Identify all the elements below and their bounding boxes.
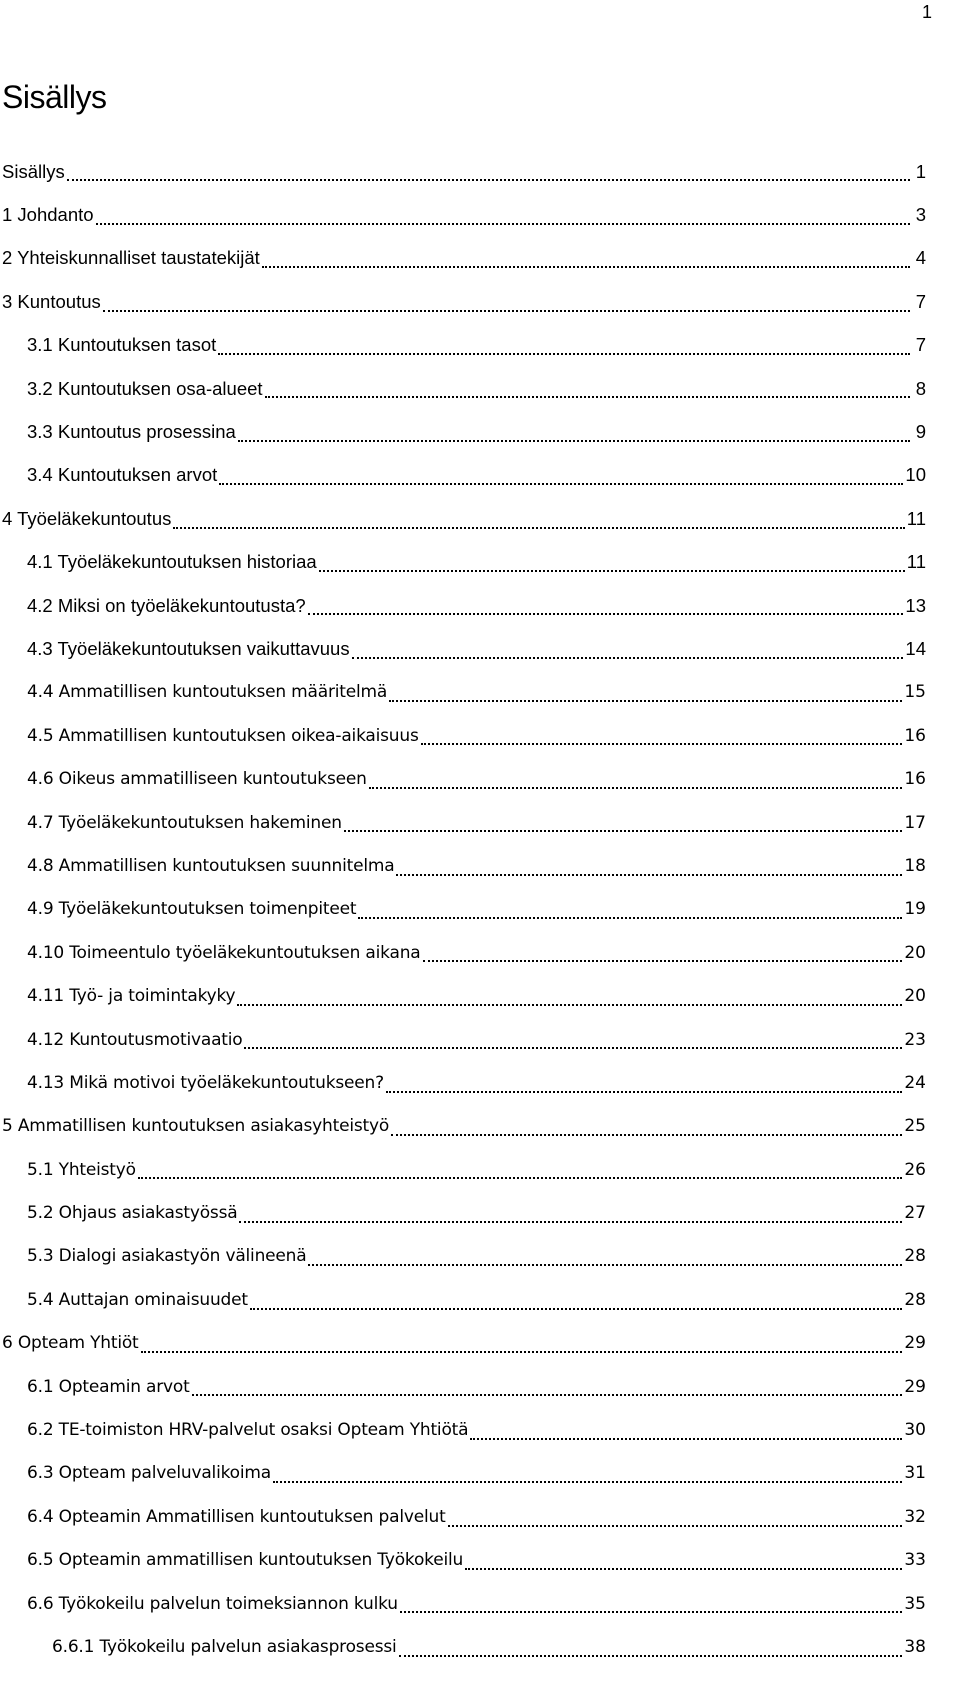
toc-entry[interactable] [0, 974, 926, 1017]
toc-entry[interactable] [0, 1105, 926, 1148]
toc-entry-title[interactable]: 6.4 Opteamin Ammatillisen kuntoutuksen palvelut [27, 1506, 446, 1527]
toc-entry-page: 7 [915, 334, 926, 356]
dot-leader [218, 353, 910, 355]
toc-entry[interactable] [0, 801, 926, 844]
toc-entry-page: 35 [904, 1593, 926, 1614]
dot-leader [421, 743, 903, 745]
toc-entry[interactable] [0, 1191, 926, 1234]
toc-entry-title[interactable]: 4.3 Työeläkekuntoutuksen vaikuttavuus [27, 637, 350, 659]
toc-entry-page: 28 [904, 1246, 926, 1267]
toc-entry[interactable] [0, 757, 926, 800]
dot-leader [265, 396, 910, 398]
toc-entry-title[interactable]: 3.4 Kuntoutuksen arvot [27, 464, 218, 486]
toc-entry[interactable] [0, 1452, 926, 1495]
toc-entry-title[interactable]: 6.1 Opteamin arvot [27, 1376, 190, 1397]
toc-entry[interactable] [0, 280, 926, 323]
toc-entry-title[interactable]: 5.2 Ohjaus asiakastyössä [27, 1203, 238, 1224]
toc-entry-page: 17 [904, 812, 926, 833]
toc-entry-title[interactable]: 2 Yhteiskunnalliset taustatekijät [2, 247, 260, 269]
dot-leader [239, 1221, 902, 1223]
toc-entry-title[interactable]: 4.4 Ammatillisen kuntoutuksen määritelmä [27, 682, 388, 703]
toc-entry-page: 30 [904, 1420, 926, 1441]
toc-entry-page: 19 [904, 899, 926, 920]
toc-entry[interactable] [0, 237, 926, 280]
toc-entry-title[interactable]: 4.9 Työeläkekuntoutuksen toimenpiteet [27, 899, 357, 920]
dot-leader [67, 179, 910, 181]
dot-leader [352, 657, 904, 659]
toc-entry-title[interactable]: 4.12 Kuntoutusmotivaatio [27, 1029, 243, 1050]
toc-entry[interactable] [0, 1278, 926, 1321]
toc-entry-page: 16 [904, 725, 926, 746]
toc-entry-title[interactable]: 4.5 Ammatillisen kuntoutuksen oikea-aikaisuus [27, 725, 419, 746]
toc-entry-page: 11 [906, 551, 926, 573]
dot-leader [238, 440, 910, 442]
page-number: 1 [921, 2, 932, 22]
toc-entry-page: 1 [915, 160, 926, 182]
toc-entry[interactable] [0, 1018, 926, 1061]
toc-entry-page: 23 [904, 1029, 926, 1050]
page-title: Sisällys [2, 79, 107, 116]
dot-leader [423, 960, 903, 962]
toc-entry-page: 20 [904, 942, 926, 963]
toc-entry-page: 29 [904, 1376, 926, 1397]
toc-entry-page: 25 [904, 1116, 926, 1137]
toc-entry-title[interactable]: 6.6.1 Työkokeilu palvelun asiakasprosessi [52, 1636, 397, 1657]
dot-leader [448, 1525, 903, 1527]
toc-entry-title[interactable]: 4.10 Toimeentulo työeläkekuntoutuksen aikana [27, 942, 421, 963]
dot-leader [308, 1264, 902, 1266]
toc-entry-title[interactable]: 5.1 Yhteistyö [27, 1159, 136, 1180]
toc-entry[interactable] [0, 714, 926, 757]
toc-entry-page: 18 [904, 855, 926, 876]
toc-entry-title[interactable]: 6.2 TE-toimiston HRV-palvelut osaksi Opteam Yhtiötä [27, 1420, 469, 1441]
dot-leader [386, 1091, 902, 1093]
toc-entry-page: 11 [906, 507, 926, 529]
toc-entry-title[interactable]: 3.2 Kuntoutuksen osa-alueet [27, 377, 263, 399]
toc-entry[interactable] [0, 671, 926, 714]
toc-entry[interactable] [0, 931, 926, 974]
dot-leader [237, 1004, 902, 1006]
dot-leader [192, 1394, 903, 1396]
toc-entry[interactable] [0, 888, 926, 931]
toc-entry-title[interactable]: 6.3 Opteam palveluvalikoima [27, 1463, 271, 1484]
toc-entry-title[interactable]: 3.1 Kuntoutuksen tasot [27, 334, 217, 356]
toc-entry-title[interactable]: 4.6 Oikeus ammatilliseen kuntoutukseen [27, 769, 367, 790]
dot-leader [308, 613, 904, 615]
toc-entry[interactable] [0, 584, 926, 627]
toc-entry-title[interactable]: 3.3 Kuntoutus prosessina [27, 421, 236, 443]
dot-leader [244, 1047, 902, 1049]
toc-entry[interactable] [0, 454, 926, 497]
toc-entry-page: 7 [915, 290, 926, 312]
toc-entry[interactable] [0, 1061, 926, 1104]
dot-leader [369, 787, 903, 789]
dot-leader [470, 1438, 902, 1440]
toc-entry-title[interactable]: 6.5 Opteamin ammatillisen kuntoutuksen Työkokeilu [27, 1550, 464, 1571]
toc-entry-page: 10 [905, 464, 926, 486]
toc-entry-title[interactable]: 1 Johdanto [2, 204, 94, 226]
toc-entry[interactable] [0, 193, 926, 236]
toc-entry-page: 15 [904, 682, 926, 703]
toc-entry-page: 27 [904, 1203, 926, 1224]
table-of-contents [0, 150, 926, 1669]
dot-leader [389, 700, 902, 702]
toc-entry-title[interactable]: 4.13 Mikä motivoi työeläkekuntoutukseen? [27, 1072, 384, 1093]
dot-leader [273, 1481, 902, 1483]
toc-entry[interactable] [0, 1495, 926, 1538]
toc-entry[interactable] [0, 541, 926, 584]
toc-entry-page: 13 [905, 594, 926, 616]
toc-entry[interactable] [0, 844, 926, 887]
toc-entry[interactable] [0, 150, 926, 193]
dot-leader [103, 310, 910, 312]
toc-entry-title[interactable]: 5 Ammatillisen kuntoutuksen asiakasyhteistyö [2, 1116, 390, 1137]
dot-leader [96, 223, 910, 225]
toc-entry-title[interactable]: 6 Opteam Yhtiöt [2, 1333, 139, 1354]
toc-entry[interactable] [0, 1539, 926, 1582]
toc-entry[interactable] [0, 1408, 926, 1451]
dot-leader [396, 874, 902, 876]
toc-entry[interactable] [0, 1148, 926, 1191]
toc-entry[interactable] [0, 1322, 926, 1365]
toc-entry-page: 38 [904, 1636, 926, 1657]
toc-entry-page: 28 [904, 1289, 926, 1310]
toc-entry-page: 31 [904, 1463, 926, 1484]
toc-entry[interactable] [0, 1235, 926, 1278]
toc-entry-title[interactable]: 4 Työeläkekuntoutus [2, 507, 172, 529]
toc-entry[interactable] [0, 324, 926, 367]
dot-leader [344, 830, 903, 832]
toc-entry-title[interactable]: 3 Kuntoutus [2, 290, 101, 312]
dot-leader [399, 1655, 903, 1657]
toc-entry-title[interactable]: 4.1 Työeläkekuntoutuksen historiaa [27, 551, 317, 573]
toc-entry-page: 29 [904, 1333, 926, 1354]
toc-entry[interactable] [0, 627, 926, 670]
toc-entry-page: 3 [915, 204, 926, 226]
toc-entry-page: 9 [915, 421, 926, 443]
toc-entry-title[interactable]: 6.6 Työkokeilu palvelun toimeksiannon kulku [27, 1593, 398, 1614]
dot-leader [250, 1308, 903, 1310]
toc-entry-title[interactable]: 5.4 Auttajan ominaisuudet [27, 1289, 248, 1310]
toc-entry-title[interactable]: 4.11 Työ- ja toimintakyky [27, 986, 236, 1007]
toc-entry-title[interactable]: 5.3 Dialogi asiakastyön välineenä [27, 1246, 307, 1267]
toc-entry-title[interactable]: 4.7 Työeläkekuntoutuksen hakeminen [27, 812, 342, 833]
dot-leader [141, 1351, 903, 1353]
toc-entry[interactable] [0, 1365, 926, 1408]
toc-entry-title[interactable]: Sisällys [2, 160, 65, 182]
toc-entry[interactable] [0, 410, 926, 453]
toc-entry-page: 32 [904, 1506, 926, 1527]
toc-entry[interactable] [0, 367, 926, 410]
dot-leader [391, 1134, 902, 1136]
dot-leader [465, 1568, 902, 1570]
toc-entry[interactable] [0, 1625, 926, 1668]
dot-leader [400, 1611, 903, 1613]
toc-entry-page: 33 [904, 1550, 926, 1571]
dot-leader [358, 917, 902, 919]
toc-entry-page: 26 [904, 1159, 926, 1180]
toc-entry[interactable] [0, 497, 926, 540]
toc-entry-page: 24 [904, 1072, 926, 1093]
dot-leader [262, 266, 910, 268]
toc-entry-title[interactable]: 4.2 Miksi on työeläkekuntoutusta? [27, 594, 306, 616]
toc-entry-page: 8 [915, 377, 926, 399]
dot-leader [138, 1177, 903, 1179]
toc-entry-page: 20 [904, 986, 926, 1007]
dot-leader [173, 527, 904, 529]
toc-entry-title[interactable]: 4.8 Ammatillisen kuntoutuksen suunnitelma [27, 855, 395, 876]
dot-leader [219, 483, 903, 485]
toc-entry-page: 4 [915, 247, 926, 269]
toc-entry[interactable] [0, 1582, 926, 1625]
dot-leader [319, 570, 905, 572]
toc-entry-page: 16 [904, 769, 926, 790]
toc-entry-page: 14 [905, 637, 926, 659]
